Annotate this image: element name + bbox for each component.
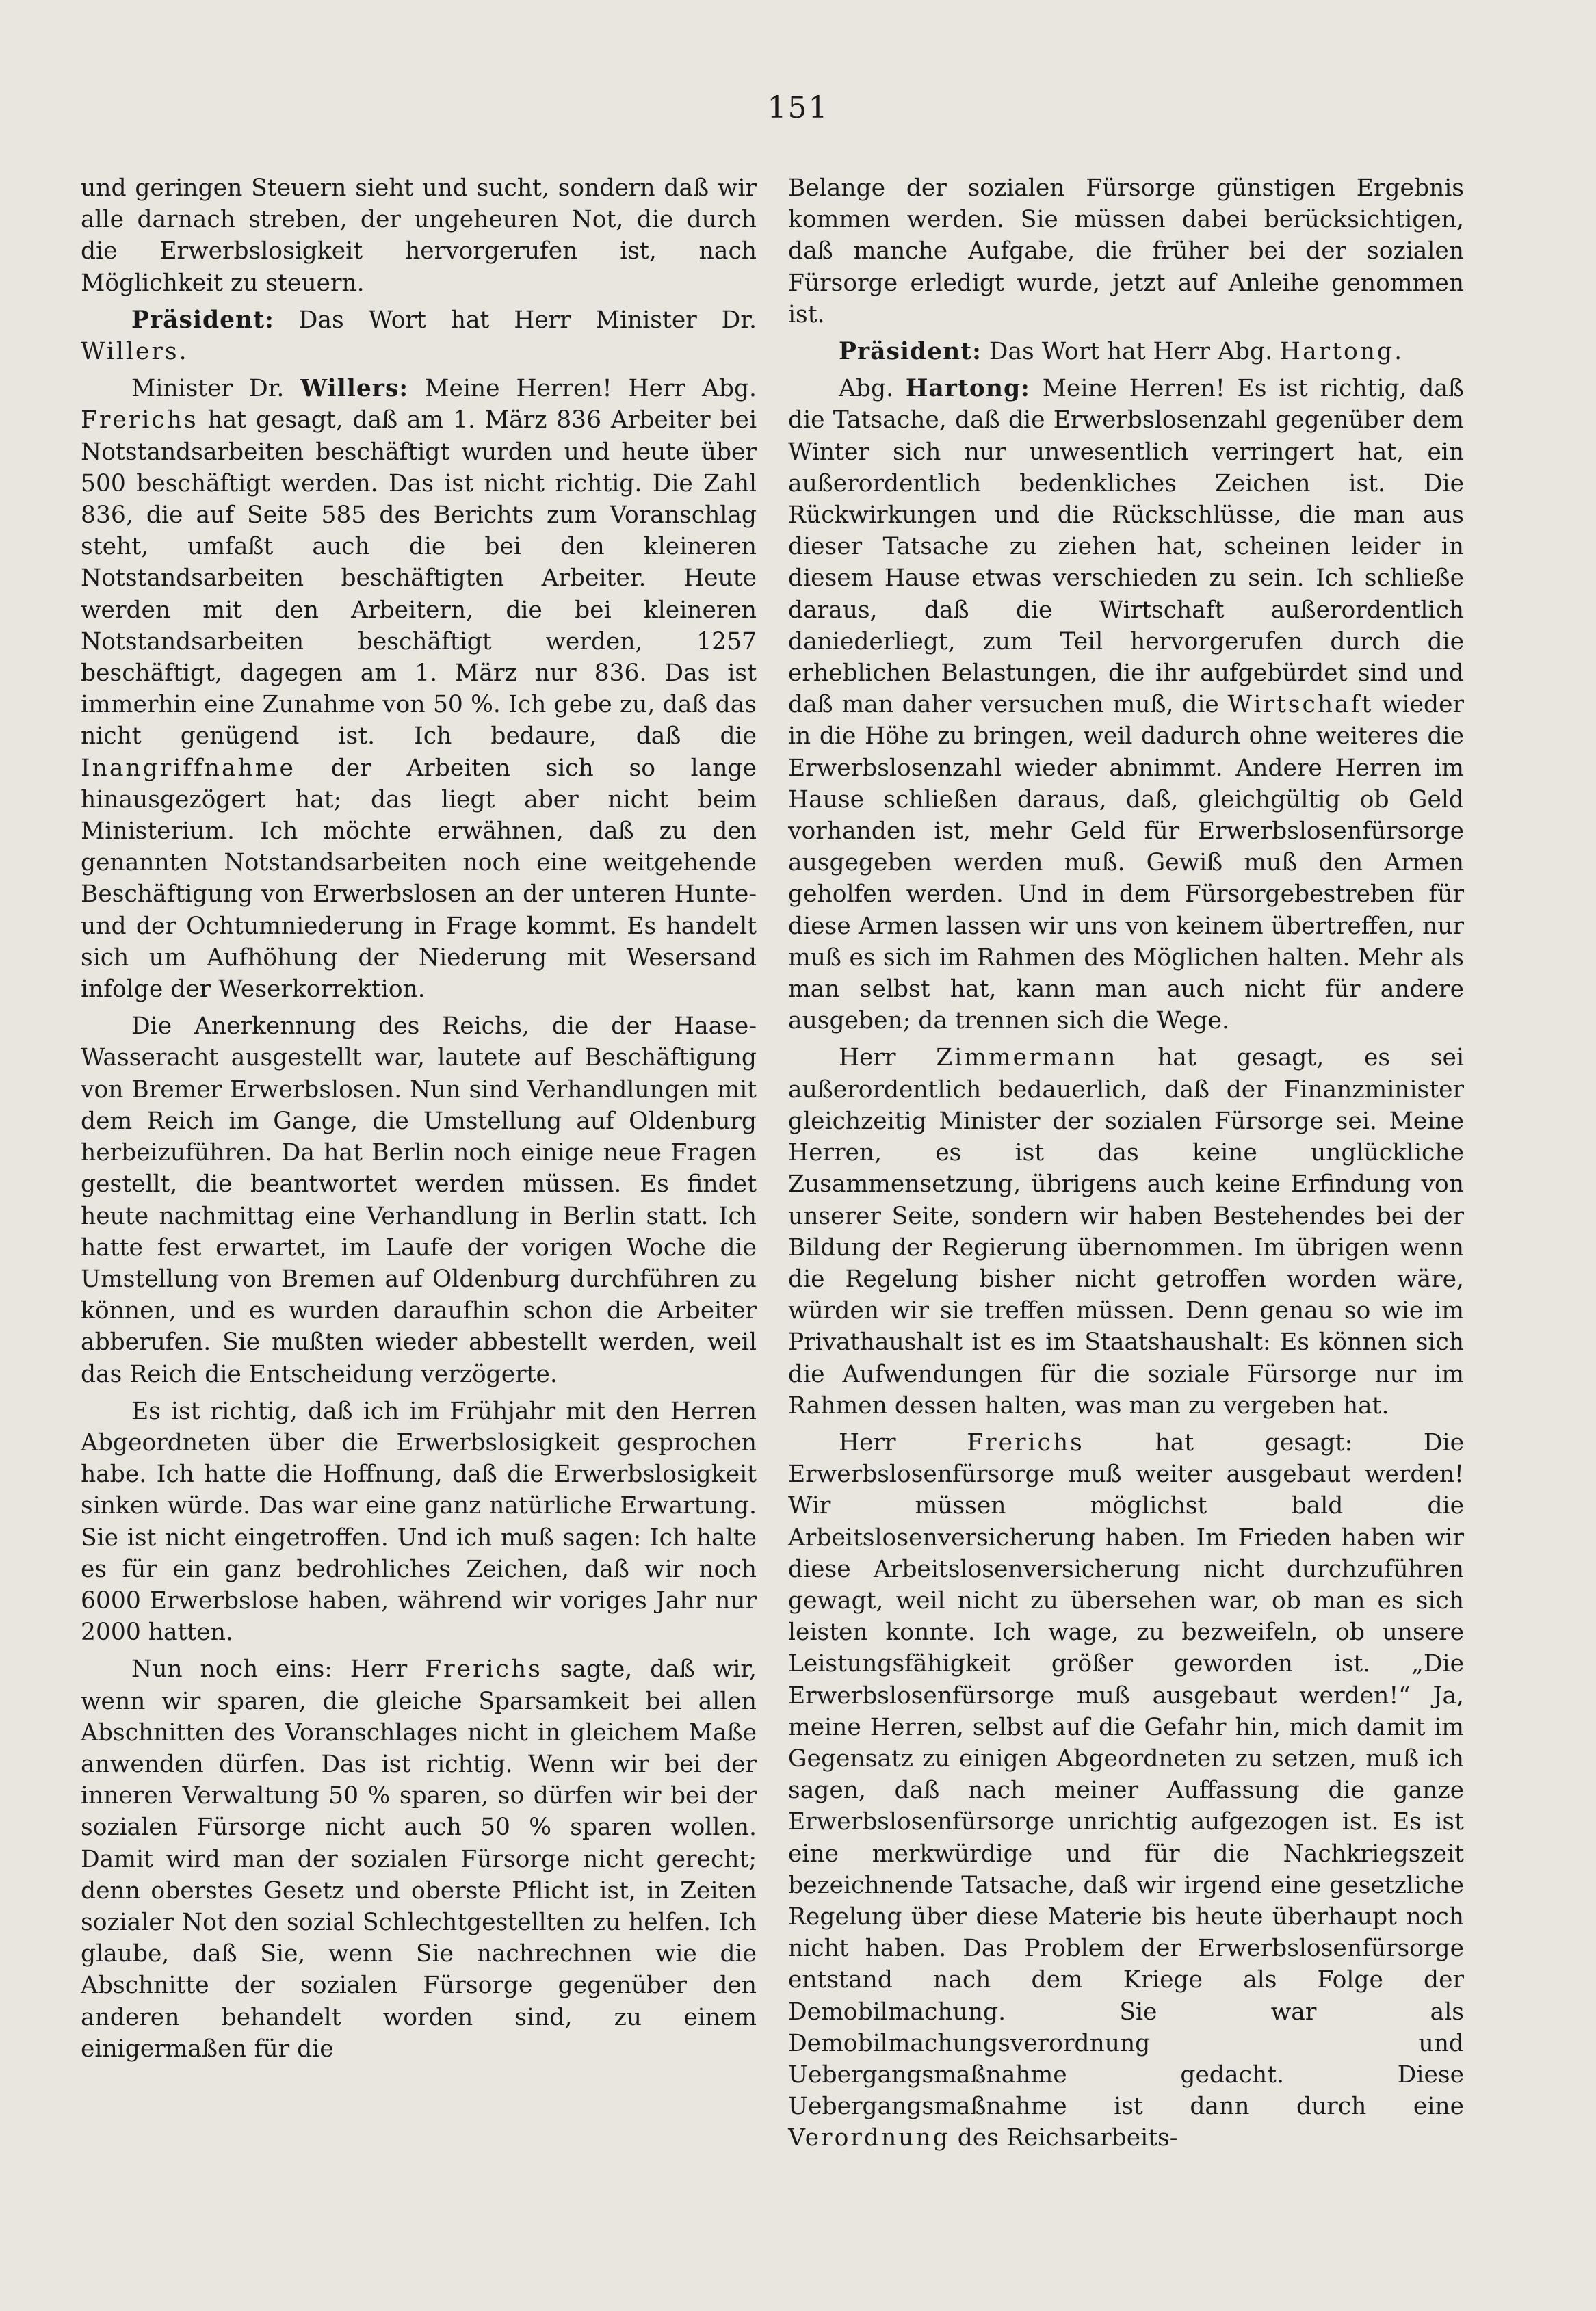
speaker-label: Hartong: [905, 375, 1030, 403]
paragraph-text: des Reichsarbeits- [950, 2124, 1178, 2152]
paragraph-text: Meine Herren! Herr Abg. [408, 375, 757, 403]
paragraph-text: Das Wort hat Herr Abg. [981, 338, 1281, 366]
emphasized-name: Willers [81, 338, 179, 366]
paragraph-text: der Arbeiten sich so lange hinausgezögert hat; das liegt aber nicht beim Ministerium. Ich möchte erwähnen, daß zu den genannten Notstandsarbeiten noch eine weitgehende Beschäftigung von Erwerbslosen an der unteren Hunte- und der Ochtumniederung in Frage kommt. Es handelt sich um Aufhöhung der Niederung mit Wesersand infolge der Weserkorrektion. [81, 754, 757, 1004]
paragraph [788, 172, 1464, 330]
right-column [788, 172, 1464, 2154]
emphasized-name: Zimmermann [936, 1044, 1118, 1072]
emphasized-name: Verordnung [788, 2124, 950, 2152]
paragraph-text: Meine Herren! Es ist richtig, daß die Tatsache, daß die Erwerbslosenzahl gegenüber dem Winter sich nur unwesentlich verringert hat, ein außerordentlich bedenkliches Zeichen ist. Die Rückwirkungen und die Rückschlüsse, die man aus dieser Tatsache zu ziehen hat, scheinen leider in diesem Hause etwas verschieden zu sein. Ich schließe daraus, daß die Wirtschaft außerordentlich daniederliegt, zum Teil hervorgerufen durch die erheblichen Belastungen, die ihr aufgebürdet sind und daß man daher versuchen muß, die [788, 375, 1464, 719]
paragraph [788, 1427, 1464, 2154]
paragraph-text: . [179, 338, 187, 366]
paragraph-text: wieder in die Höhe zu bringen, weil dadurch ohne weiteres die Erwerbslosenzahl wieder abnimmt. Andere Herren im Hause schließen daraus, daß, gleichgültig ob Geld vorhanden ist, mehr Geld für Erwerbslosenfürsorge ausgegeben werden muß. Gewiß muß den Armen geholfen werden. Und in dem Fürsorgebestreben für diese Armen lassen wir uns von keinem übertreffen, nur muß es sich im Rahmen des Möglichen halten. Mehr als man selbst hat, kann man auch nicht für andere ausgeben; da trennen sich die Wege. [788, 691, 1464, 1035]
speaker-label: Willers: [300, 375, 409, 403]
paragraph [788, 336, 1464, 367]
paragraph-text: und geringen Steuern sieht und sucht, sondern daß wir alle darnach streben, der ungeheuren Not, die durch die Erwerbslosigkeit hervorgerufen ist, nach Möglichkeit zu steuern. [81, 174, 757, 297]
paragraph-text: Herr [839, 1044, 937, 1072]
paragraph-text: . [1394, 338, 1402, 366]
paragraph-text: Abg. [839, 375, 906, 403]
paragraph [81, 304, 757, 367]
speaker-label: Präsident: [839, 338, 982, 366]
left-column [81, 172, 757, 2065]
paragraph [81, 1010, 757, 1389]
paragraph [81, 373, 757, 1005]
emphasized-name: Inangriffnahme [81, 754, 296, 782]
paragraph-text: Nun noch eins: Herr [131, 1656, 426, 1684]
emphasized-name: Frerichs [81, 406, 198, 434]
paragraph-text: Minister Dr. [131, 375, 301, 403]
paragraph [81, 172, 757, 299]
emphasized-name: Hartong [1280, 338, 1395, 366]
paragraph-text: hat gesagt, es sei außerordentlich bedauerlich, daß der Finanzminister gleichzeitig Minister der sozialen Fürsorge sei. Meine Herren, es ist das keine unglückliche Zusammensetzung, übrigens auch keine Erfindung von unserer Seite, sondern wir haben Bestehendes bei der Bildung der Regierung übernommen. Im übrigen wenn die Regelung bisher nicht getroffen worden wäre, würden wir sie treffen müssen. Denn genau so wie im Privathaushalt ist es im Staatshaushalt: Es können sich die Aufwendungen für die soziale Fürsorge nur im Rahmen dessen halten, was man zu vergeben hat. [788, 1044, 1464, 1420]
emphasized-name: Frerichs [425, 1656, 542, 1684]
emphasized-name: Wirtschaft [1227, 691, 1374, 719]
paragraph-text: hat gesagt: Die Erwerbslosenfürsorge muß weiter ausgebaut werden! Wir müssen möglichst bald die Arbeitslosenversicherung haben. Im Frieden haben wir diese Arbeitslosenversicherung nicht durchzuführen gewagt, weil nicht zu übersehen war, ob man es sich leisten konnte. Ich wage, zu bezweifeln, ob unsere Leistungsfähigkeit größer geworden ist. „Die Erwerbslosenfürsorge muß ausgebaut werden!“ Ja, meine Herren, selbst auf die Gefahr hin, mich damit im Gegensatz zu einigen Abgeordneten zu setzen, muß ich sagen, daß nach meiner Auffassung die ganze Erwerbslosenfürsorge unrichtig aufgezogen ist. Es ist eine merkwürdige und für die Nachkriegszeit bezeichnende Tatsache, daß wir irgend eine gesetzliche Regelung über diese Materie bis heute überhaupt noch nicht haben. Das Problem der Erwerbslosenfürsorge entstand nach dem Kriege als Folge der Demobilmachung. Sie war als Demobilmachungsverordnung und Uebergangsmaßnahme gedacht. Diese Uebergangsmaßnahme ist dann durch eine [788, 1428, 1464, 2121]
paragraph [788, 373, 1464, 1036]
paragraph [81, 1396, 757, 1649]
speaker-label: Präsident: [131, 306, 274, 334]
emphasized-name: Frerichs [967, 1428, 1084, 1457]
paragraph [788, 1042, 1464, 1421]
paragraph-text: hat gesagt, daß am 1. März 836 Arbeiter bei Notstandsarbeiten beschäftigt wurden und heute über 500 beschäftigt werden. Das ist nicht richtig. Die Zahl 836, die auf Seite 585 des Berichts zum Voranschlag steht, umfaßt auch die bei den kleineren Notstandsarbeiten beschäftigten Arbeiter. Heute werden mit den Arbeitern, die bei kleineren Notstandsarbeiten beschäftigt werden, 1257 beschäftigt, dagegen am 1. März nur 836. Das ist immerhin eine Zunahme von 50 %. Ich gebe zu, daß das nicht genügend ist. Ich bedaure, daß die [81, 406, 757, 750]
paragraph-text: Es ist richtig, daß ich im Frühjahr mit den Herren Abgeordneten über die Erwerbslosigkeit gesprochen habe. Ich hatte die Hoffnung, daß die Erwerbslosigkeit sinken würde. Das war eine ganz natürliche Erwartung. Sie ist nicht eingetroffen. Und ich muß sagen: Ich halte es für ein ganz bedrohliches Zeichen, daß wir noch 6000 Erwerbslose haben, während wir voriges Jahr nur 2000 hatten. [81, 1397, 757, 1647]
paragraph-text: sagte, daß wir, wenn wir sparen, die gleiche Sparsamkeit bei allen Abschnitten des Voranschlages nicht in gleichem Maße anwenden dürfen. Das ist richtig. Wenn wir bei der inneren Verwaltung 50 % sparen, so dürfen wir bei der sozialen Fürsorge nicht auch 50 % sparen wollen. Damit wird man der sozialen Fürsorge nicht gerecht; denn oberstes Gesetz und oberste Pflicht ist, in Zeiten sozialer Not den sozial Schlechtgestellten zu helfen. Ich glaube, daß Sie, wenn Sie nachrechnen wie die Abschnitte der sozialen Fürsorge gegenüber den anderen behandelt worden sind, zu einem einigermaßen für die [81, 1656, 757, 2063]
paragraph-text: Belange der sozialen Fürsorge günstigen Ergebnis kommen werden. Sie müssen dabei berücksichtigen, daß manche Aufgabe, die früher bei der sozialen Fürsorge erledigt wurde, jetzt auf Anleihe genommen ist. [788, 174, 1464, 328]
page-number: 151 [767, 90, 829, 125]
paragraph-text: Herr [839, 1428, 967, 1457]
paragraph-text: Das Wort hat Herr Minister Dr. [274, 306, 757, 334]
paragraph-text: Die Anerkennung des Reichs, die der Haase-Wasseracht ausgestellt war, lautete auf Beschäftigung von Bremer Erwerbslosen. Nun sind Verhandlungen mit dem Reich im Gange, die Umstellung auf Oldenburg herbeizuführen. Da hat Berlin noch einige neue Fragen gestellt, die beantwortet werden müssen. Es findet heute nachmittag eine Verhandlung in Berlin statt. Ich hatte fest erwartet, im Laufe der vorigen Woche die Umstellung von Bremen auf Oldenburg durchführen zu können, und es wurden daraufhin schon die Arbeiter abberufen. Sie mußten wieder abbestellt werden, weil das Reich die Entscheidung verzögerte. [81, 1013, 757, 1388]
paragraph [81, 1654, 757, 2065]
